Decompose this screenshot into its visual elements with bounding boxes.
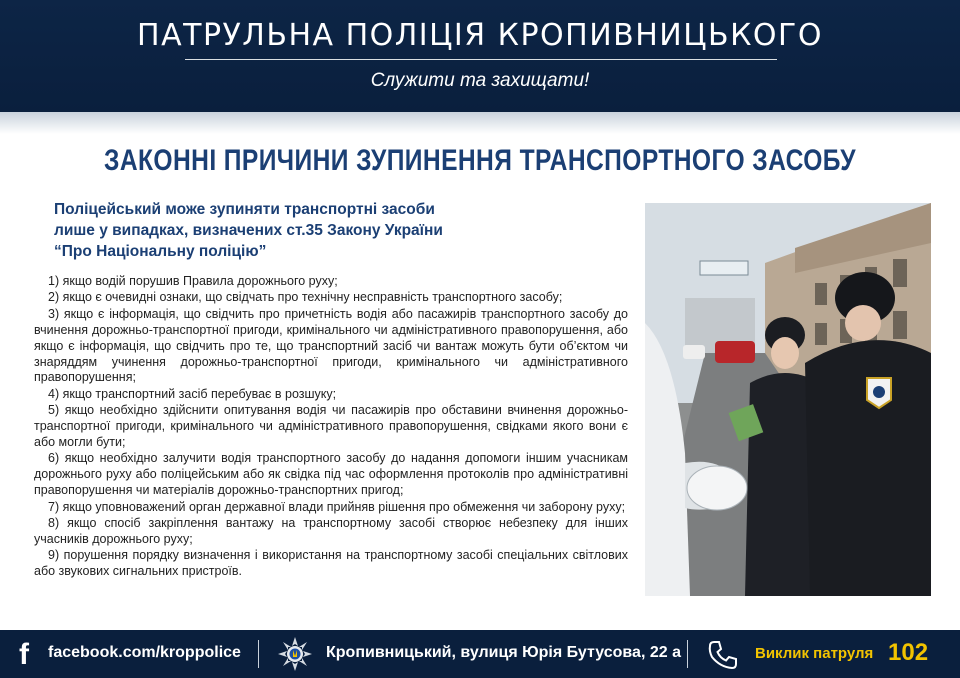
header-slogan: Служити та захищати! [370, 70, 590, 91]
phone-icon [707, 639, 739, 671]
header-title: ПАТРУЛЬНА ПОЛІЦІЯ КРОПИВНИЦЬКОГО [137, 18, 823, 53]
shoulder-badge-icon [867, 378, 891, 408]
header-fade [0, 112, 960, 134]
header-divider [185, 59, 777, 60]
intro-line: “Про Національну поліцію” [54, 243, 267, 260]
intro-line: лише у випадках, визначених ст.35 Закону України [54, 222, 443, 239]
facebook-link[interactable]: facebook.com/kroppolice [48, 644, 241, 661]
page-title: ЗАКОННІ ПРИЧИНИ ЗУПИНЕННЯ ТРАНСПОРТНОГО ЗАСОБУ [104, 144, 856, 177]
list-item: 3) якщо є інформація, що свідчить про причетність водія або пасажирів транспортного засобу до вчинення дорожньо-транспортної пригоди, кримінального чи адміністративного правопорушення, або якщо є інформація, що свідчить про те, що транспортний засіб чи вантаж можуть бути об’єктом чи знаряддям учинення дорожньо-транспортної пригоди, кримінального чи адміністративного правопорушення; [34, 306, 628, 385]
intro-line: Поліцейський може зупиняти транспортні засоби [54, 201, 435, 218]
police-photo [645, 203, 931, 596]
list-item: 7) якщо уповноважений орган державної влади прийняв рішення про обмеження чи заборону руху; [48, 499, 626, 514]
list-item: 1) якщо водій порушив Правила дорожнього руху; [48, 274, 338, 288]
list-item: 6) якщо необхідно залучити водія транспортного засобу до надання допомоги іншим учасникам дорожнього руху або поліцейським або як свідка під час оформлення протоколів про адміністративні правопорушення чи матеріалів дорожньо-транспортних пригод; [34, 451, 628, 498]
list-item: 8) якщо спосіб закріплення вантажу на транспортному засобі створює небезпеку для інших учасників дорожнього руху; [34, 516, 628, 546]
list-item: 4) якщо транспортний засіб перебуває в розшуку; [48, 386, 337, 401]
reasons-list [34, 274, 628, 581]
police-badge-icon [277, 636, 313, 672]
address-text: Кропивницький, вулиця Юрія Бутусова, 22 а [326, 644, 681, 661]
call-label: Виклик патруля [755, 645, 874, 662]
police-photo-illustration [645, 203, 931, 596]
footer-divider [258, 640, 259, 668]
footer-bar [0, 630, 960, 678]
footer-divider [687, 640, 688, 668]
facebook-icon[interactable]: f [19, 638, 29, 671]
header-banner [0, 0, 960, 112]
list-item: 5) якщо необхідно здійснити опитування водія чи пасажирів про обставини вчинення дорожньо-транспортної пригоди, кримінального чи адміністративного правопорушення, свідками якого вони є або могли бути; [34, 403, 628, 450]
list-item: 2) якщо є очевидні ознаки, що свідчать про технічну несправність транспортного засобу; [48, 290, 563, 305]
call-number[interactable]: 102 [888, 639, 929, 666]
intro-text [54, 199, 524, 262]
list-item: 9) порушення порядку визначення і використання на транспортному засобі спеціальних світлових або звукових сигнальних пристроїв. [34, 548, 628, 579]
